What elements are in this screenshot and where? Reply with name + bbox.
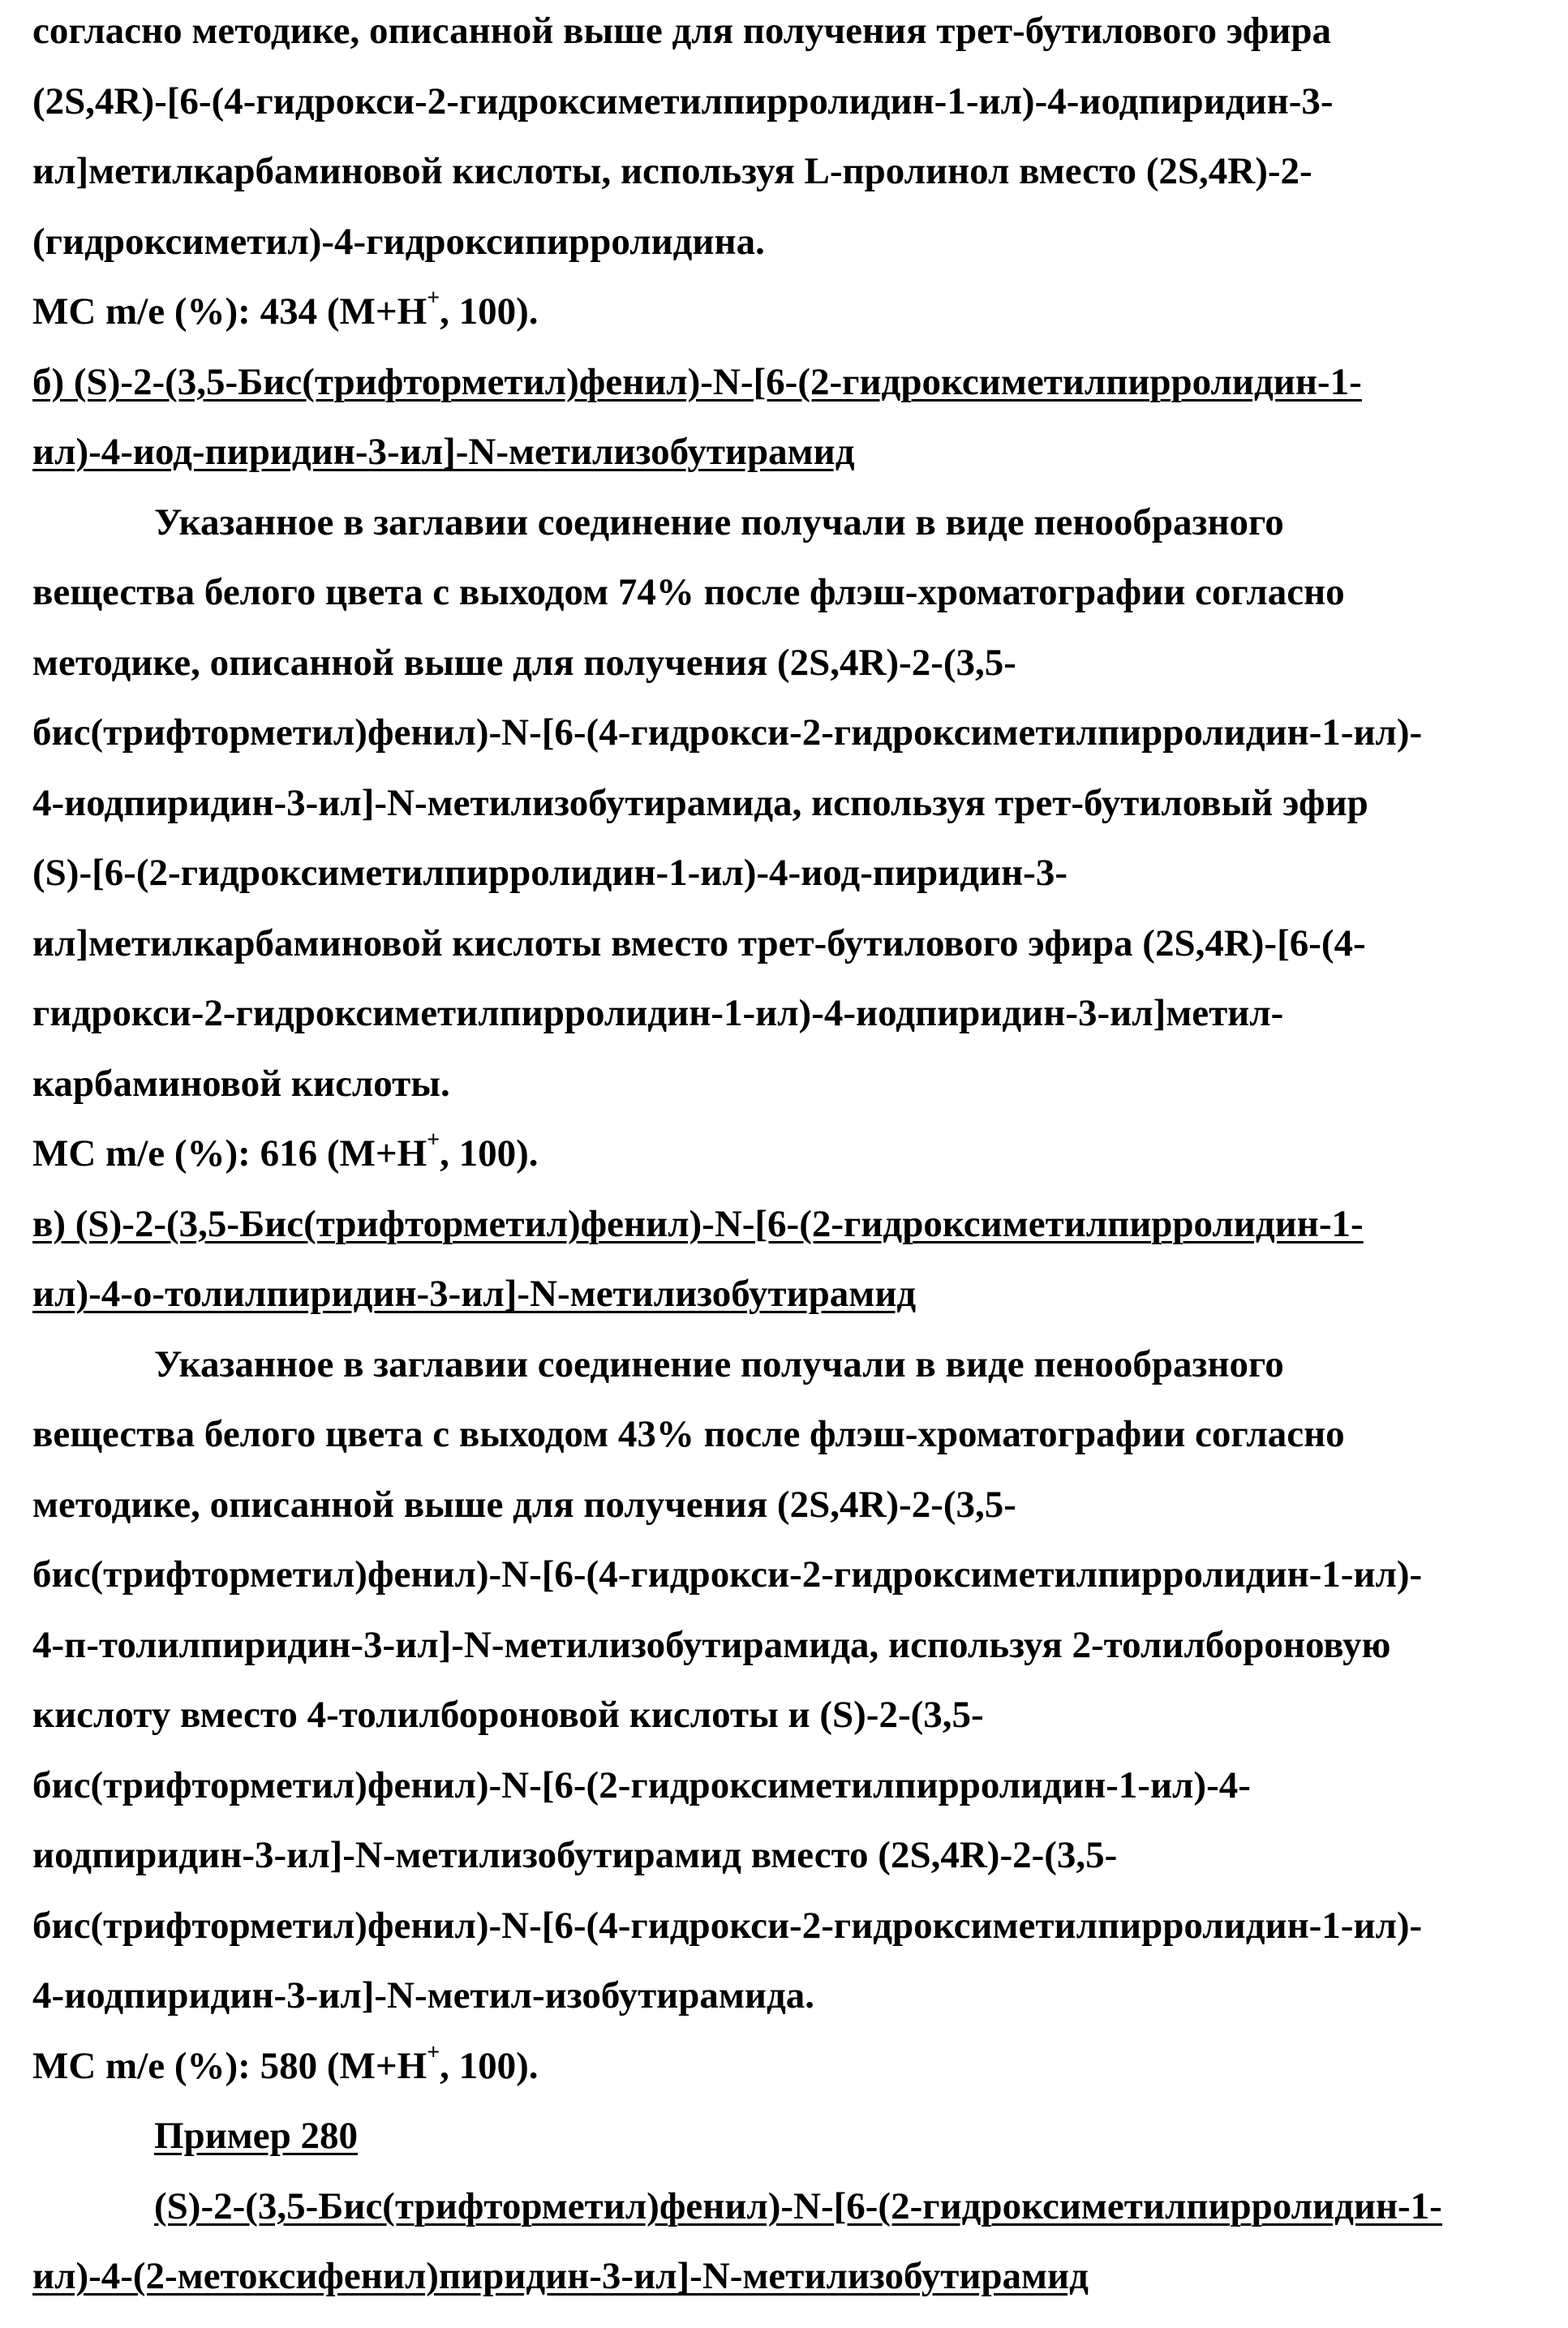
compound-heading-line	[32, 2241, 1568, 2312]
text-line	[32, 67, 1568, 137]
text-line	[32, 1961, 1568, 2031]
text-line	[32, 1540, 1568, 1610]
line-text: согласно методике, описанной выше для получения трет-бутилового эфира	[32, 10, 1331, 52]
line-text: Указанное в заглавии соединение получали в виде пенообразного	[154, 1343, 1284, 1385]
document-page	[32, 0, 1568, 2312]
text-line	[32, 488, 1568, 558]
line-text: бис(трифторметил)фенил)-N-[6-(2-гидроксиметилпирролидин-1-ил)-4-	[32, 1764, 1251, 1806]
text-line	[32, 1049, 1568, 1119]
line-text: ил)-4-иод-пиридин-3-ил]-N-метилизобутирамид	[32, 431, 855, 473]
example-title	[32, 2101, 1568, 2171]
text-line	[32, 207, 1568, 277]
line-text: иодпиридин-3-ил]-N-метилизобутирамид вместо (2S,4R)-2-(3,5-	[32, 1834, 1117, 1876]
line-text: Указанное в заглавии соединение получали в виде пенообразного	[154, 501, 1284, 543]
line-text: (2S,4R)-[6-(4-гидрокси-2-гидроксиметилпирролидин-1-ил)-4-иодпиридин-3-	[32, 80, 1334, 122]
text-line	[32, 1329, 1568, 1400]
text-line	[32, 0, 1568, 67]
line-text: б) (S)-2-(3,5-Бис(трифторметил)фенил)-N-[6-(2-гидроксиметилпирролидин-1-	[32, 361, 1362, 403]
line-text: (гидроксиметил)-4-гидроксипирролидина.	[32, 221, 765, 263]
line-text: ил)-4-о-толилпиридин-3-ил]-N-метилизобутирамид	[32, 1273, 916, 1315]
line-text: вещества белого цвета с выходом 74% после флэш-хроматографии согласно	[32, 571, 1345, 613]
line-text: бис(трифторметил)фенил)-N-[6-(4-гидрокси-2-гидроксиметилпирролидин-1-ил)-	[32, 1553, 1422, 1596]
line-text: MC m/e (%): 616 (M+H	[32, 1132, 427, 1175]
mass-spec-line	[32, 277, 1568, 347]
line-text: бис(трифторметил)фенил)-N-[6-(4-гидрокси-2-гидроксиметилпирролидин-1-ил)-	[32, 1905, 1422, 1947]
compound-heading-line	[32, 1259, 1568, 1329]
line-text: ил]метилкарбаминовой кислоты, используя L-пролинол вместо (2S,4R)-2-	[32, 150, 1312, 192]
text-line	[32, 1820, 1568, 1891]
line-text: (S)-[6-(2-гидроксиметилпирролидин-1-ил)-4-иод-пиридин-3-	[32, 852, 1068, 894]
line-text: 4-иодпиридин-3-ил]-N-метилизобутирамида, используя трет-бутиловый эфир	[32, 782, 1368, 824]
text-line	[32, 908, 1568, 979]
mass-spec-line	[32, 2031, 1568, 2102]
compound-heading-line	[32, 1189, 1568, 1260]
mass-spec-line	[32, 1119, 1568, 1189]
text-line	[32, 768, 1568, 839]
text-line	[32, 628, 1568, 698]
text-line	[32, 978, 1568, 1049]
superscript-charge: +	[427, 286, 440, 311]
line-text: MC m/e (%): 580 (M+H	[32, 2045, 427, 2087]
line-text: 4-иодпиридин-3-ил]-N-метил-изобутирамида.	[32, 1974, 814, 2017]
line-text-suffix: , 100).	[440, 1132, 538, 1175]
line-text: ил)-4-(2-метоксифенил)пиридин-3-ил]-N-метилизобутирамид	[32, 2255, 1089, 2297]
text-line	[32, 557, 1568, 628]
line-text: MC m/e (%): 434 (M+H	[32, 290, 427, 333]
superscript-charge: +	[427, 2040, 440, 2065]
text-line	[32, 1399, 1568, 1470]
line-text: 4-п-толилпиридин-3-ил]-N-метилизобутирамида, используя 2-толилбороновую	[32, 1624, 1390, 1666]
line-text: кислоту вместо 4-толилбороновой кислоты и (S)-2-(3,5-	[32, 1694, 984, 1736]
text-line	[32, 1680, 1568, 1750]
text-line	[32, 1750, 1568, 1821]
line-text-suffix: , 100).	[440, 2045, 538, 2087]
text-line	[32, 698, 1568, 768]
compound-heading-line	[32, 417, 1568, 488]
line-text: методике, описанной выше для получения (2S,4R)-2-(3,5-	[32, 642, 1016, 684]
line-text: в) (S)-2-(3,5-Бис(трифторметил)фенил)-N-[6-(2-гидроксиметилпирролидин-1-	[32, 1203, 1364, 1245]
line-text-suffix: , 100).	[440, 290, 538, 333]
line-text: бис(трифторметил)фенил)-N-[6-(4-гидрокси-2-гидроксиметилпирролидин-1-ил)-	[32, 711, 1422, 754]
superscript-charge: +	[427, 1127, 440, 1153]
line-text: методике, описанной выше для получения (2S,4R)-2-(3,5-	[32, 1484, 1016, 1526]
text-line	[32, 1470, 1568, 1540]
line-text: гидрокси-2-гидроксиметилпирролидин-1-ил)-4-иодпиридин-3-ил]метил-	[32, 992, 1283, 1034]
text-line	[32, 1891, 1568, 1961]
text-line	[32, 136, 1568, 207]
text-line	[32, 1610, 1568, 1681]
line-text: Пример 280	[154, 2115, 358, 2157]
text-line	[32, 838, 1568, 908]
line-text: карбаминовой кислоты.	[32, 1063, 450, 1105]
line-text: ил]метилкарбаминовой кислоты вместо трет-бутилового эфира (2S,4R)-[6-(4-	[32, 922, 1366, 964]
line-text: вещества белого цвета с выходом 43% после флэш-хроматографии согласно	[32, 1413, 1345, 1455]
compound-heading-line	[32, 2171, 1568, 2242]
line-text: (S)-2-(3,5-Бис(трифторметил)фенил)-N-[6-(2-гидроксиметилпирролидин-1-	[154, 2185, 1442, 2227]
compound-heading-line	[32, 347, 1568, 418]
